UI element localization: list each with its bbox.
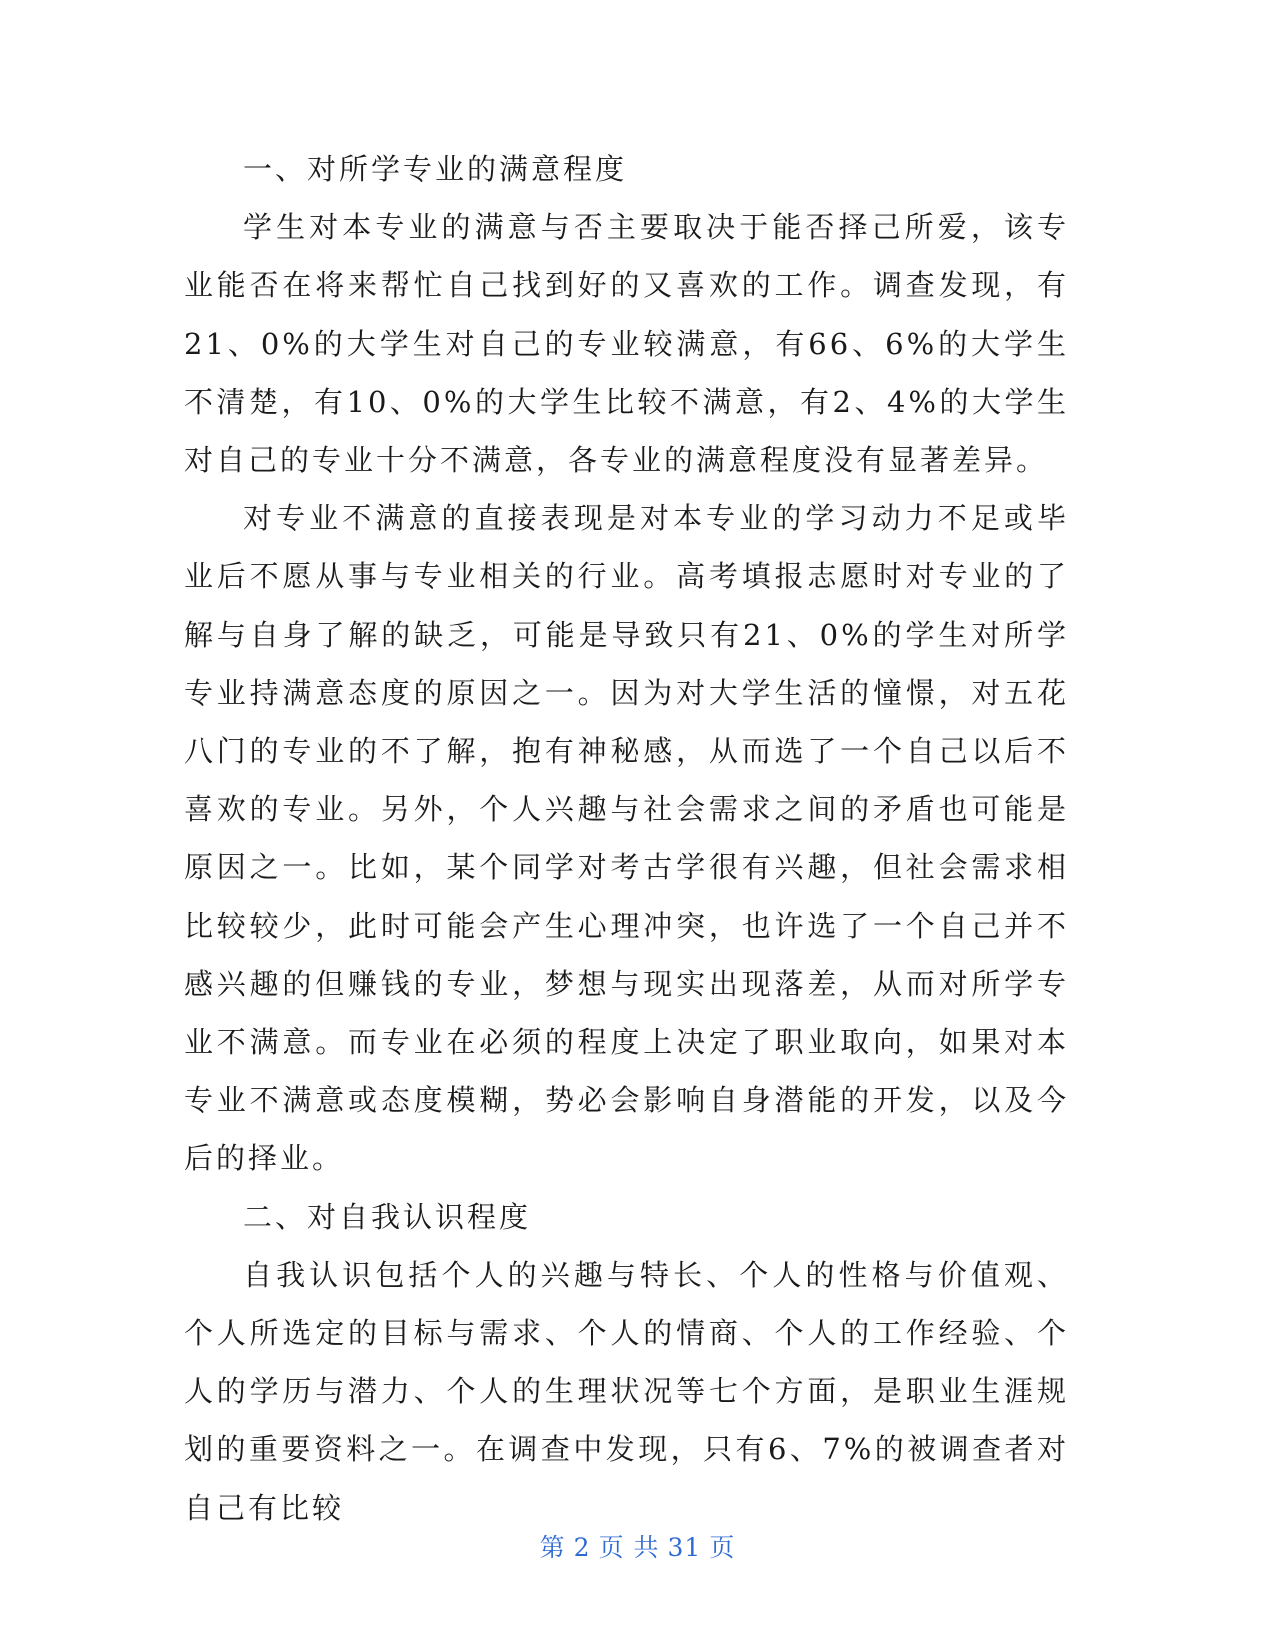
page-footer <box>0 1528 1275 1564</box>
footer-current-page: 2 <box>573 1533 591 1562</box>
footer-prefix: 第 <box>539 1533 566 1562</box>
section-1-title: 一、对所学专业的满意程度 <box>243 152 628 186</box>
footer-suffix: 页 <box>709 1533 736 1562</box>
section-2-title: 二、对自我认识程度 <box>243 1199 532 1234</box>
section-1-paragraph-2: 对专业不满意的直接表现是对本专业的学习动力不足或毕业后不愿从事与专业相关的行业。高考填报志愿时对专业的了解与自身了解的缺乏，可能是导致只有21、0%的学生对所学专业持满意态度的原因之一。因为对大学生活的憧憬，对五花八门的专业的不了解，抱有神秘感，从而选了一个自己以后不喜欢的专业。另外，个人兴趣与社会需求之间的矛盾也可能是原因之一。比如，某个同学对考古学很有兴趣，但社会需求相比较较少，此时可能会产生心理冲突，也许选了一个自己并不感兴趣的但赚钱的专业，梦想与现实出现落差，从而对所学专业不满意。而专业在必须的程度上决定了职业取向，如果对本专业不满意或态度模糊，势必会影响自身潜能的开发，以及今后的择业。 <box>184 501 1069 1176</box>
section-1-paragraph-1: 学生对本专业的满意与否主要取决于能否择己所爱，该专业能否在将来帮忙自己找到好的又喜欢的工作。调查发现，有21、0%的大学生对自己的专业较满意，有66、6%的大学生不清楚，有10、0%的大学生比较不满意，有2、4%的大学生对自己的专业十分不满意，各专业的满意程度没有显著差异。 <box>184 210 1069 478</box>
footer-middle: 页 共 <box>598 1533 660 1562</box>
document-body <box>184 140 1069 1537</box>
footer-total-pages: 31 <box>667 1533 702 1562</box>
section-2-paragraph-1: 自我认识包括个人的兴趣与特长、个人的性格与价值观、个人所选定的目标与需求、个人的情商、个人的工作经验、个人的学历与潜力、个人的生理状况等七个方面，是职业生涯规划的重要资料之一。在调查中发现，只有6、7%的被调查者对自己有比较 <box>184 1257 1069 1525</box>
